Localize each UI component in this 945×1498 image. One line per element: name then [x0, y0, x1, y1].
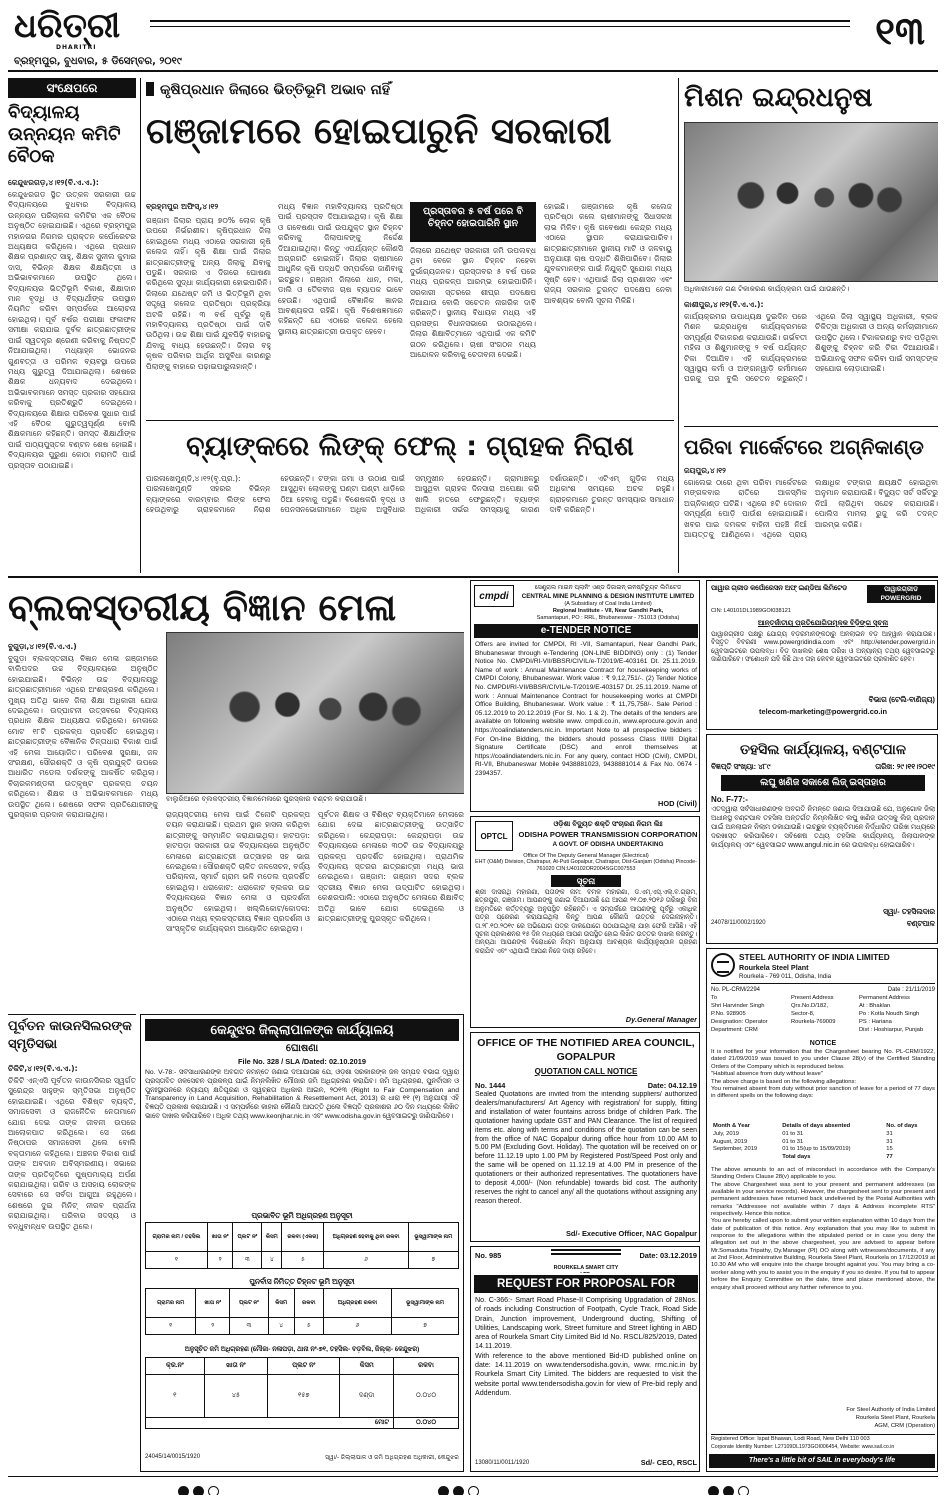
keonjhar-table-c-header-cell: କିସମ: [340, 1358, 394, 1375]
bank-body: ପାରଳାଖେମୁଣ୍ଡି,୪।୧୨(ବୃ.ପ୍ର.): ପାରଳାଖେମୁଣ୍ଡି ସହରର ବିଭିନ୍ନ ବ୍ୟାଙ୍କରେ ବାରମ୍ବାର ଲିଙ୍କ ଫେଲ ହେଉଥିବାରୁ ଗ୍ରାହକମାନେ ନିରାଶ ହେଉଛନ୍ତି। ଟଙ୍କା ଜମା ଓ ଉଠାଣ ପାଇଁ ଆସୁଥିବା ଲୋକଙ୍କୁ ଘଣ୍ଟା ଘଣ୍ଟା ଧାଡ଼ିରେ ଠିଆ ହେବାକୁ ପଡୁଛି। ବିଶେଷକରି ବୃଦ୍ଧ ଓ ପେନସନଭୋଗୀମାନେ ଅଧିକ ଅସୁବିଧାର ସମ୍ମୁଖୀନ ହେଉଛନ୍ତି। ଗ୍ରାମାଞ୍ଚଳରୁ ଆସୁଥିବା ଗ୍ରାହକ ଦିନସାରା ଅପେକ୍ଷା କରି ଖାଲି ହାତରେ ଫେରୁଛନ୍ତି। ବ୍ୟାଙ୍କ ଅଧିକାରୀ ସର୍ଭର ସମସ୍ୟାକୁ କାରଣ ଦର୍ଶାଉଛନ୍ତି। ଏଟିଏମ୍ ଗୁଡ଼ିକ ମଧ୍ୟ ଅଧିକାଂଶ ସମୟରେ ଅଚଳ ରହୁଛି। ଗ୍ରାହକମାନେ ତୁରନ୍ତ ସମସ୍ୟାର ସମାଧାନ ଦାବି କରିଛନ୍ତି।: [146, 474, 674, 515]
sail-perm-heading: Permanent Address: [859, 995, 910, 1001]
optcl-notice: [470, 816, 700, 1028]
sail-perm-line: At : Bhaklan: [859, 1003, 891, 1009]
nac-body: Sealed Quotations are invited from the intending suppliers/ authorized dealers/manufacturers/ Art Agency with registration/ for supply, fitting and installation of water fountains across bridge of children Park. The quotationer having update GST and PAN Clearance. The list of required items etc. along with terms and conditions of the quotation can be seen from the office of NAC Gopalpur during office hour from 10.00 AM to 5.00 PM (Excluding Govt. Holiday). The quotation will be received on or before 11.12.19 upto 1.00 PM by Registered Post/Speed Post only and the same will be opened on 11.12.19 at 4.00 PM in presence of the quotationers or their authorized representatives. The quotationers have to deposit 4,000/- (Non refundable) towards bid cost. The authority reserves the right to cancel any/ all the quotations without assigning any reason thereof.: [475, 1091, 697, 1205]
sail-table-cell: 01 to 31: [782, 1138, 804, 1145]
keonjhar-file: File No. 328 / SLA /Dated: 02.10.2019: [238, 1057, 366, 1066]
sail-footer2: Corporate Identity Number: L27109DL1973GOI006454, Website: www.sail.co.in: [711, 1444, 895, 1450]
keonjhar-table-b: [145, 1288, 459, 1335]
sail-org: STEEL AUTHORITY OF INDIA LIMITED: [739, 953, 890, 962]
optcl-topline: ଓଡ଼ିଶା ବିଦ୍ୟୁତ ଶକ୍ତି ସଂଚାରଣ ନିଗମ ଲିଃ: [553, 821, 663, 828]
optcl-body: ଶ୍ରୀ ଦାସରଥି ମହାରଣା, ପିତାଙ୍କ ନାମ: ବିମଳ ମହାରଣା, ଡି.ଏମ୍.ଏସ୍.ଏଲ୍.ବି.ଗ୍ରାମ, ଛତ୍ରପୁର, ଗଞ୍ଜାମ। ଆପଣଙ୍କୁ ଜଣାଇ ଦିଆଯାଉଛି ଯେ ଆପଣ ୨୧.୦୭.୨୦୧୬ ତାରିଖରୁ ବିନା ଅନୁମତିରେ କର୍ତ୍ତବ୍ୟରୁ ଅନୁପସ୍ଥିତ ରହିଛନ୍ତି। ଏ ସମ୍ପର୍କରେ ଆପଣଙ୍କୁ ପୂର୍ବରୁ ଏକାଧିକ ପତ୍ର ପ୍ରେରଣ କରାଯାଇଥିଲା କିନ୍ତୁ ଆପଣ କୌଣସି ଉତ୍ତର ଦେଇନାହାନ୍ତି। ତା.୨୮.୧୦.୨୦୧୯ ରେ ଅଭିଯୋଗ ପତ୍ର ଡାକଯୋଗେ ପଠାଯାଇଥିଲା ଯାହା ଫେରି ଆସିଛି। ଏହି ସୂଚନା ପ୍ରକାଶନର ୧୫ ଦିନ ମଧ୍ୟରେ ଆପଣ ଉପସ୍ଥିତ ହୋଇ ଲିଖିତ ଉତ୍ତର ଦାଖଲ କରନ୍ତୁ। ଅନ୍ୟଥା ଆପଣଙ୍କ ବିରୋଧରେ ନିୟମ ଅନୁଯାୟୀ ଆବଶ୍ୟକ କାର୍ଯ୍ୟାନୁଷ୍ଠାନ ଗ୍ରହଣ କରାଯିବ ଏବଂ ଏଥିପାଇଁ ଆପଣ ନିଜେ ଦାୟୀ ରହିବେ।: [475, 889, 697, 955]
tahasil-subtitle: ଲଘୁ ଖଣିଜ ସକାଶେ ଲିଜ୍ ଇସ୍ତାହାର: [721, 775, 925, 791]
brief-dateline: କେନ୍ଦୁଝରଗଡ଼,୪।୧୨(ବି.ଏ.ଏ.):: [8, 178, 99, 187]
keonjhar-table-b-header-cell: ଗ୍ରାମର ନାମ: [146, 1289, 196, 1318]
sail-desig: Designation: Operator: [711, 1019, 768, 1025]
rscl-sign: Sd/- CEO, RSCL: [640, 1458, 697, 1467]
sail-table-header-cell: No. of days: [886, 1123, 918, 1129]
keonjhar-table-c-cell: ୦.୦୪୦: [394, 1375, 459, 1418]
keonjhar-table-c-header-cell: କ୍ର.ନଂ: [146, 1358, 205, 1375]
rscl-title: REQUEST FOR PROPOSAL FOR: [474, 1275, 698, 1293]
powergrid-notice: [706, 580, 938, 730]
keonjhar-table-a-caption: ପ୍ରଭାବିତ ଭୂମି ଅଧିଗ୍ରହଣ ଅନୁସୂଚୀ: [251, 1211, 353, 1220]
sail-table-total-cell: Total days: [782, 1153, 811, 1160]
sail-table-row: [711, 1131, 935, 1138]
keonjhar-total-value: ୦.୦୪୦: [394, 1418, 459, 1429]
science-byline: ବୁଗୁଡ଼ା,୪।୧୨(ବି.ଏ.ଏ.): [8, 642, 77, 651]
optcl-title: ସୂଚନା: [551, 875, 621, 887]
science-col3: ପୂର୍ବତନ ଶିକ୍ଷକ ଓ ବିଶିଷ୍ଟ ବ୍ୟକ୍ତିମାନେ ମେଳାରେ ଯୋଗ ଦେଇ ଛାତ୍ରଛାତ୍ରୀଙ୍କୁ ଉତ୍ସାହିତ କରିଥିଲେ। କେନ୍ଦ୍ରାପଡ଼ା: କେନ୍ଦ୍ରାପଡ଼ା ଉଚ୍ଚ ବିଦ୍ୟାଳୟରେ ମେଳାରେ ୩୦ଟି ଉଚ୍ଚ ବିଦ୍ୟାଳୟରୁ ପ୍ରକଳ୍ପ ପ୍ରଦର୍ଶିତ ହୋଇଥିଲା। ପ୍ରାଥମିକ ବିଦ୍ୟାଳୟ ସ୍ତରର ଛାତ୍ରଛାତ୍ରୀ ମଧ୍ୟ ଭାଗ ନେଇଥିଲେ। ଗଞ୍ଜାମ: ଗଞ୍ଜାମ ସଦର ବ୍ଲକ ସ୍ତରୀୟ ବିଜ୍ଞାନ ମେଳା ଉଦ୍‌ଘାଟିତ ହୋଇଥିଲା। କେଶରପାଲି: ଏଠାରେ ଅନୁଷ୍ଠିତ ମେଳାରେ ଶିକ୍ଷାବିତ୍ ଅତିଥି ଭାବେ ଯୋଗ ଦେଇଥିଲେ ଓ ଛାତ୍ରଛାତ୍ରୀଙ୍କୁ ପୁରସ୍କୃତ କରିଥିଲେ।: [318, 810, 464, 924]
lead-kicker: କୃଷିପ୍ରଧାନ ଜିଲାରେ ଭିତ୍ତିଭୂମି ଅଭାବ ନାହିଁ: [146, 80, 674, 100]
masthead: [0, 0, 945, 72]
rscl-date: Date: 03.12.2019: [639, 1251, 697, 1260]
sail-notice: [706, 948, 938, 1472]
keonjhar-table-c-cell: ଦଣ୍ଡା: [340, 1375, 394, 1418]
science-story: [8, 580, 464, 1012]
keonjhar-table-a-cell: ୩: [233, 1252, 262, 1269]
brief-section: [8, 78, 136, 573]
science-caption: ବାଲୁରିଆରେ ବ୍ଲକସ୍ତରୀୟ ବିଜ୍ଞାନମେଳାରେ ପୁରସ୍କାର ବଣ୍ଟନ କରାଯାଉଛି।: [166, 795, 367, 803]
sail-present-line: Rourkela-769009: [791, 1019, 836, 1025]
optcl-sub: A GOVT. OF ODISHA UNDERTAKING: [552, 841, 664, 848]
felicitation-body: ଚିକିଟି ଏନ୍ଏସି ପୂର୍ବତନ କାଉନସିଲର ସ୍ୱର୍ଗତ ସୁରେନ୍ଦ୍ର ସାହୁଙ୍କ ସ୍ମୃତିସଭା ଅନୁଷ୍ଠିତ ହୋଇଯାଇଛି। ଏଥିରେ ବିଶିଷ୍ଟ ବ୍ୟକ୍ତି, ସମାଜସେବୀ ଓ ରାଜନୈତିକ ନେତାମାନେ ଯୋଗ ଦେଇ ତାଙ୍କ ଜୀବନୀ ଉପରେ ଆଲୋକପାତ କରିଥିଲେ। ସେ ଜଣେ ନିଷ୍ଠାପର ସମାଜସେବୀ ଥିଲେ ବୋଲି ବକ୍ତାମାନେ କହିଥିଲେ। ଅଞ୍ଚଳର ବିକାଶ ପାଇଁ ତାଙ୍କ ଅବଦାନ ଅବିସ୍ମରଣୀୟ। ସଭାରେ ତାଙ୍କ ପ୍ରତିକୃତିରେ ପୁଷ୍ପମାଲ୍ୟ ଅର୍ପଣ କରାଯାଇଥିଲା। ଗରିବ ଓ ଅସହାୟ ଲୋକଙ୍କ ସେବାରେ ସେ ସର୍ବଦା ଆଗୁଆ ରହୁଥିଲେ। ଶେଷରେ ଦୁଇ ମିନିଟ୍ ନୀରବ ପ୍ରାର୍ଥନା କରାଯାଇଥିଲା। ପରିବାର ସଦସ୍ୟ ଓ ବନ୍ଧୁବାନ୍ଧବ ଉପସ୍ଥିତ ଥିଲେ।: [8, 1076, 136, 1231]
sail-present-line: Qrs.No.D/182,: [791, 1003, 829, 1009]
sail-name: Shri Harvinder Singh: [711, 1003, 765, 1009]
science-headline: ବ୍ଲକସ୍ତରୀୟ ବିଜ୍ଞାନ ମେଳା: [8, 586, 397, 629]
fire-body: ଗୋଲେଇ ଠାରେ ଥିବା ପରିବା ମାର୍କେଟରେ ମଙ୍ଗଳବାର ରାତିରେ ଆକସ୍ମିକ ଅଗ୍ନିକାଣ୍ଡ ଘଟିଛି। ଏଥିରେ ୫ଟି ଦୋକାନ ସମ୍ପୂର୍ଣ୍ଣ ପୋଡ଼ି ପାଉଁଶ ହୋଇଯାଇଛି। ଖବର ପାଇ ଦମକଳ ବାହିନୀ ପହଞ୍ଚି ନିଆଁ ଆୟତ୍ତକୁ ଆଣିଥିଲେ। ଏଥିରେ ପ୍ରାୟ ଲକ୍ଷାଧିକ ଟଙ୍କାର କ୍ଷୟକ୍ଷତି ହୋଇଥିବା ଅନୁମାନ କରାଯାଉଛି। ବିଦ୍ୟୁତ ସର୍ଟ ସର୍କିଟରୁ ନିଆଁ ଲାଗିଥିବା ସନ୍ଦେହ କରାଯାଉଛି। ପୋଲିସ ମାମଲା ରୁଜୁ କରି ତଦନ୍ତ ଆରମ୍ଭ କରିଛି।: [684, 478, 938, 540]
nac-title: OFFICE OF THE NOTIFIED AREA COUNCIL, GOPALPUR: [477, 1037, 695, 1063]
sail-absence-table: [711, 1122, 935, 1161]
sail-sign3: AGM, CRM (Operation): [874, 1423, 935, 1429]
mission-headline: ମିଶନ ଇନ୍ଦ୍ରଧନୁଷ: [684, 82, 873, 113]
cmpdi-sub: (A Subsidiary of Coal India Limited): [564, 601, 652, 607]
sail-table-cell: 01 to 31: [782, 1131, 804, 1138]
tahasil-sign2: ବଣ୍ଟପାଳ: [906, 919, 935, 928]
powergrid-email: telecom-marketing@powergrid.co.in: [759, 707, 887, 716]
lead-byline: ବ୍ରହ୍ମପୁର ଅଫିସ୍,୪।୧୨: [146, 202, 219, 211]
mission-byline: କାଶୀପୁର,୪।୧୨(ବି.ଏ.ଏ.):: [684, 300, 764, 309]
keonjhar-table-a: [145, 1222, 459, 1269]
keonjhar-table-b-cell: ୫: [294, 1318, 323, 1335]
rscl-rfp: [470, 1246, 700, 1472]
sail-table-cell: September, 2019: [713, 1146, 758, 1153]
keonjhar-table-c-header-cell: ପ୍ଲଟ ନଂ: [268, 1358, 340, 1375]
footer-dots-center: [436, 1482, 496, 1495]
sail-table-total-cell: 77: [886, 1153, 893, 1160]
powergrid-logo: ପାୱାରଗ୍ରୀଡ POWERGRID: [867, 585, 935, 603]
keonjhar-table-b-header-cell: ଅଧିଗ୍ରହଣ ରକବା: [323, 1289, 392, 1318]
brief-headline: ବିଦ୍ୟାଳୟ ଉନ୍ନୟନ କମିଟି ବୈଠକ: [8, 102, 121, 167]
optcl-sign: Dy.General Manager: [625, 1015, 697, 1024]
keonjhar-table-c-cell: ୧୫୭: [268, 1375, 340, 1418]
sail-perm-line: PS : Hariana: [859, 1019, 892, 1025]
keonjhar-table-b-header-cell: ଭୂସ୍ୱାମୀଙ୍କ ନାମ: [392, 1289, 459, 1318]
fire-byline: ଜୟପୁର,୪।୧୨: [684, 466, 726, 475]
nac-sign: Sd/- Executive Officer, NAC Gopalpur: [565, 1229, 697, 1238]
keonjhar-table-c-cell: ୧: [146, 1375, 205, 1418]
sail-sign1: For Steel Authority of India Limited: [846, 1407, 935, 1413]
page-number: ୧୩: [875, 9, 925, 53]
sail-table-header-cell: Month & Year: [713, 1123, 750, 1129]
footer-dots-right: [706, 1482, 766, 1495]
keonjhar-table-c-caption: ଅନୁସୂଚିତ ଜମି ଅଧିଗ୍ରହଣ (ମୌଜା- ନଳାପଡ଼ା, ଥାନା ନଂ-୭୧, ତହସିଲ- ବଡ଼ବିଲ, ଜିଲ୍ଲା- କେନ୍ଦୁଝର): [184, 1346, 420, 1353]
sail-table-cell: August, 2019: [713, 1138, 748, 1145]
tahasil-lead: No. F-77:-: [711, 795, 748, 804]
keonjhar-table-c-header-cell: ରକବା: [394, 1358, 459, 1375]
felicitation-story: [8, 1014, 136, 1470]
sail-footer1: Registered Office: Ispat Bhawan, Lodi Road, New Delhi 110 003: [711, 1436, 870, 1442]
science-photo: [166, 632, 464, 794]
keonjhar-table-a-cell: ୧: [146, 1252, 208, 1269]
keonjhar-table-a-header-cell: ଖାତା ନଂ: [207, 1223, 232, 1252]
keonjhar-table-a-header-cell: କିସମ: [262, 1223, 282, 1252]
rscl-no: No. 985: [475, 1251, 502, 1260]
sail-body1: It is notified for your information that the Chargesheet bearing No. PL-CRM/1922, dated 21/09/2019 was issued to you under Clause 28(v) of the Certified Standing Orders of the Company which is reproduced below. "Habitual absence from duty without leave" The above charge is based on the following allegations: You remained absent from duty without prior sanction of leave for a period of 77 days in different spells on the following days:: [711, 1049, 935, 1100]
rscl-ref: 13080/11/0011/1920: [475, 1460, 530, 1466]
keonjhar-notice: [140, 1014, 464, 1472]
keonjhar-table-a-header-cell: ଅଧିଗ୍ରହଣ ହେବାକୁ ଥିବା ରକବା: [324, 1223, 408, 1252]
sail-body2: The above amounts to an act of misconduct in accordance with the Company's Standing Orders Clause 28(v) applicable to you. The above Chargesheet was sent to your present and permanent addresses (as available in your service records). However, the chargesheet sent to your present and permanent addresses have returned back undelivered by the Postal Authorities with remarks "Addressee not available within 7 days & Address incomplete RTS" respectively. Hence this notice. You are hereby called upon to submit your written explanation within 10 days from the date of publication of this notice. Any explanation that you may like to submit in response to the allegations within the stipulated period or in case you deny the allegation set out in the above chargesheet, you are advised to appear before Mr.Somadutta Tripathy, Dy.Manager (PI) OO along with witnesses/documents, if any at 2nd Floor, Administrative Building, Rourkela Steel Plant, Rourkela on 17/12/2019 at 10.30 AM who will enquire into the charge brought against you. You may bring a co-worker along with you to assist you in the enquiry if you so desire. If you fail to appear before the Enquiry Committee on the date, time and place mentioned above, the enquiry shall proceed without any further reference to you.: [711, 1167, 935, 1291]
nac-subtitle: QUOTATION CALL NOTICE: [534, 1067, 638, 1076]
optcl-office: Office Of The Deputy General Manager (Electrical): [523, 853, 649, 859]
science-col2: ରାଜ୍ୟସ୍ତରୀୟ ମେଳା ପାଇଁ ତିନୋଟି ପ୍ରକଳ୍ପ ଚୟନ କରାଯାଇଛି। ପ୍ରଥମ ସ୍ଥାନ ହାସଲ କରିଥିବା ଛାତ୍ରୀଙ୍କୁ ସମ୍ମାନିତ କରାଯାଇଥିଲା। ହାଟପଡ଼ା: ହାଟପଡ଼ା ସରକାରୀ ଉଚ୍ଚ ବିଦ୍ୟାଳୟରେ ଅନୁଷ୍ଠିତ ମେଳାରେ ଛାତ୍ରଛାତ୍ରୀ ଉତ୍ସାହର ସହ ଭାଗ ନେଇଥିଲେ। ସୌରଶକ୍ତି ଚାଳିତ ଜଳସେଚନ, ବର୍ଜ୍ୟ ପରିଚାଳନା, ସ୍ମାର୍ଟ ଗ୍ରାମ ଭଳି ମଡେଲ ପ୍ରଦର୍ଶିତ ହୋଇଥିଲା। ଧରାକୋଟ: ଧରାକୋଟ ବ୍ଲକର ଉଚ୍ଚ ବିଦ୍ୟାଳୟରେ ବିଜ୍ଞାନ ମେଳା ଓ ପ୍ରଦର୍ଶନୀ ଅନୁଷ୍ଠିତ ହୋଇଥିଲା। ଖଲ୍ଲିକୋଟ/କୋଦଳା: ଏଠାରେ ମଧ୍ୟ ବ୍ଲକସ୍ତରୀୟ ବିଜ୍ଞାନ ପ୍ରଦର୍ଶନୀ ଓ ସାଂସ୍କୃତିକ କାର୍ଯ୍ୟକ୍ରମ ଆୟୋଜିତ ହୋଇଥିଲା।: [166, 810, 310, 934]
mission-photo: [684, 122, 938, 282]
sail-table-cell: July, 2019: [713, 1131, 739, 1138]
sail-table-cell: 01 to 15(up to 15/09/2019): [782, 1146, 851, 1153]
lead-highlight-box: ପ୍ରସ୍ତାବର ୫ ବର୍ଷ ପରେ ବି ଚିହ୍ନଟ ହୋଇପାରିନି ସ୍ଥାନ: [410, 202, 536, 242]
sail-perm-line: Po : Kotla Noudh Singh: [859, 1011, 920, 1017]
tahasil-notice: [706, 734, 938, 944]
sail-dept: Department: CRM: [711, 1027, 758, 1033]
lead-col1: ଗଞ୍ଜାମ ଜିଲାର ପ୍ରାୟ ୭୦% ଲୋକ କୃଷି ଉପରେ ନିର୍ଭରଶୀଳ। କୃଷିପ୍ରଧାନ ଜିଲା ହୋଇଥିଲେ ମଧ୍ୟ ଏଠାରେ ସରକାରୀ କୃଷି କଲେଜ ନାହିଁ। କୃଷି ଶିକ୍ଷା ପାଇଁ ଜିଲାର ଛାତ୍ରଛାତ୍ରୀଙ୍କୁ ଅନ୍ୟ ଜିଲାକୁ ଯିବାକୁ ପଡୁଛି। ସରକାର ଏ ଦିଗରେ ଘୋଷଣା କରିଥିଲେ ସୁଦ୍ଧା କାର୍ଯ୍ୟକାରୀ ହୋଇପାରିନି। ଜିଲାରେ ଯଥେଷ୍ଟ ଜମି ଓ ଭିତ୍ତିଭୂମି ଥିବା ସତ୍ତ୍ୱେ କଲେଜ ପ୍ରତିଷ୍ଠା ପ୍ରକ୍ରିୟା ଅଟକି ରହିଛି। ୩ ବର୍ଷ ପୂର୍ବରୁ କୃଷି ମହାବିଦ୍ୟାଳୟ ପ୍ରତିଷ୍ଠା ପାଇଁ ଦାବି ଉଠିଥିଲା। ଉଚ୍ଚ ଶିକ୍ଷା ପାଇଁ ଯୁବପିଢ଼ି ବାହାରକୁ ଯିବାକୁ ବାଧ୍ୟ ହେଉଛନ୍ତି। ଜିଲାର ବହୁ କୃଷକ ପରିବାର ଆର୍ଥିକ ଅସୁବିଧା କାରଣରୁ ପିଲାଙ୍କୁ ବାହାରେ ପଢ଼ାଇପାରୁନାହାନ୍ତି।: [146, 216, 271, 371]
keonjhar-table-b-header-cell: ରକବା: [294, 1289, 323, 1318]
cmpdi-topline: ସେଣ୍ଟ୍ରାଲ ମାଇନ ପ୍ଲାନିଂ ଏଣ୍ଡ ଡିଜାଇନ୍ ଇନଷ୍ଟିଚ୍ୟୁଟ ଲିମିଟେଡ: [534, 585, 682, 591]
keonjhar-table-a-header-cell: ଗ୍ରାମର ନାମ / ତହସିଲ: [146, 1223, 208, 1252]
sail-sign2: Rourkela Steel Plant, Rourkela: [855, 1415, 935, 1421]
sail-pno: P.No. 928905: [711, 1011, 746, 1017]
rscl-body: No. C-366:- Smart Road Phase-II Comprising Upgradation of 28Nos. of roads including Construction of Footpath, Cycle Track, Road Side Drain, Junction improvement, Underground ducting, Shifting of Utilities, Landscaping work, Street furniture and Street lighting in ABD area of Rourkela Smart City Limited Bid Id No. RSCL/825/2019, Dated 14.11.2019. With reference to the above mentioned Bid-ID published online on date: 14.11.2019 on www.tendersodisha.gov.in, www. rmc.nic.in by Rourkela Smart City Limited. The bidders are requested to visit the website portal www.tendersodisha.gov.in for view of Pre-bid reply and Addendum.: [475, 1296, 697, 1397]
masthead-dateline: ବ୍ରହ୍ମପୁର, ବୁଧବାର, ୫ ଡିସେମ୍ବର, ୨୦୧୯: [14, 56, 182, 67]
sail-table-header-cell: Details of days absented: [782, 1123, 851, 1129]
felicitation-dateline: ଚିକିଟି,୪।୧୨(ବି.ଏ.ଏ.):: [8, 1064, 78, 1073]
keonjhar-subtitle: ଘୋଷଣା: [285, 1043, 319, 1054]
lead-headline: ଗଞ୍ଜାମରେ ହୋଇପାରୁନି ସରକାରୀ: [146, 111, 612, 152]
brief-body: କେନ୍ଦୁଝରଗଡ଼ ସ୍ଥିତ ଉତ୍କଳ ସରକାରୀ ଉଚ୍ଚ ବିଦ୍ୟାଳୟରେ ବୁଧବାର ବିଦ୍ୟାଳୟ ଉନ୍ନୟନ ପରିଚାଳନା କମିଟିର ଏକ ବୈଠକ ଅନୁଷ୍ଠିତ ହୋଇଯାଇଛି। ଏଥିରେ ବ୍ରହ୍ମପୁର ମହାନଗର ନିଗମର ପ୍ରାକ୍ତନ କର୍ପୋରେଟର ଅଧ୍ୟକ୍ଷତା କରିଥିଲେ। ଏଥିରେ ପ୍ରଧାନ ଶିକ୍ଷକ ପ୍ରଶାନ୍ତ ସାହୁ, ଶିକ୍ଷକ ସୁନୀଲ କୁମାର ଦାସ, ବିଭିନ୍ନ ଶିକ୍ଷକ ଶିକ୍ଷୟିତ୍ରୀ ଓ ଅଭିଭାବକମାନେ ଉପସ୍ଥିତ ଥିଲେ। ବିଦ୍ୟାଳୟର ଭିତ୍ତିଭୂମି ବିକାଶ, ଶିକ୍ଷାଦାନ ମାନ ବୃଦ୍ଧି ଓ ବିଦ୍ୟାର୍ଥୀଙ୍କ ଉପସ୍ଥାନ ନିୟମିତ କରିବା ସମ୍ପର୍କରେ ଆଲୋଚନା ହୋଇଥିଲା। ପୂର୍ବ ବର୍ଷର ପରୀକ୍ଷା ଫଳାଫଳ ସମୀକ୍ଷା କରାଯାଇ ଦୁର୍ବଳ ଛାତ୍ରଛାତ୍ରୀଙ୍କ ପାଇଁ ସ୍ୱତନ୍ତ୍ର ଶ୍ରେଣୀ କରିବାକୁ ନିଷ୍ପତ୍ତି ନିଆଯାଇଥିଲା। ମଧ୍ୟାହ୍ନ ଭୋଜନର ଗୁଣବତ୍ତା ଓ ପରିମଳ ବ୍ୟବସ୍ଥା ଉପରେ ମଧ୍ୟ ଗୁରୁତ୍ୱ ଦିଆଯାଇଥିଲା। ଶେଷରେ ଶିକ୍ଷକ ଧନ୍ୟବାଦ ଦେଇଥିଲେ। ଅଭିଭାବକମାନେ ସମସ୍ତ ପ୍ରକାର ସହଯୋଗ କରିବାକୁ ପ୍ରତିଶ୍ରୁତି ଦେଇଥିଲେ। ବିଦ୍ୟାଳୟରେ ଶିକ୍ଷାର ପରିବେଶ ସୁଧାର ପାଇଁ ଏହି ବୈଠକ ଗୁରୁତ୍ୱପୂର୍ଣ୍ଣ ବୋଲି ଶିକ୍ଷକମାନେ କହିଛନ୍ତି। ସମସ୍ତ ଶିକ୍ଷାର୍ଥୀଙ୍କ ପାଇଁ ପାଠ୍ୟପୁସ୍ତକ ବଣ୍ଟନ ଶେଷ ହୋଇଛି। ବିଦ୍ୟାଳୟର ପୁରୁଣା କୋଠା ମରାମତି ପାଇଁ ପ୍ରସ୍ତାବ ପଠାଯାଇଛି।: [8, 190, 136, 470]
sail-date: Date : 21/11/2019: [887, 987, 935, 993]
powergrid-topline: ପାୱାର ଗ୍ରୀଡ କର୍ପୋରେସନ ଅଫ୍ ଇଣ୍ଡିଆ ଲିମିଟେଡ: [711, 585, 847, 592]
sail-logo-icon: [711, 953, 735, 977]
masthead-logo: ଧରିତ୍ରୀ: [14, 6, 121, 46]
nac-date: Date: 04.12.19: [647, 1081, 697, 1090]
masthead-logo-sub: DHARITRI: [56, 44, 97, 51]
cmpdi-title: e-TENDER NOTICE: [474, 624, 698, 638]
powergrid-title: ଆନ୍ତର୍ଜାତୀୟ ପ୍ରତିଯୋଗିତାମୂଳକ ବିଡ଼ିଙ୍ଗ ସୂଚନା: [757, 620, 889, 627]
tahasil-title: ତହସିଲ କାର୍ଯ୍ୟାଳୟ, ବଣ୍ଟପାଳ: [740, 741, 906, 757]
keonjhar-table-c: [145, 1357, 459, 1429]
tahasil-sign: ସ୍ୱା/- ତହସିଲଦାର: [883, 907, 935, 916]
nac-notice: [470, 1032, 700, 1242]
bank-story: [146, 420, 674, 574]
keonjhar-total-label: ମୋଟ: [146, 1418, 394, 1429]
powergrid-cin: CIN: L40101DL1989GOI038121: [711, 608, 791, 614]
optcl-org: ODISHA POWER TRANSMISSION CORPORATION: [518, 830, 698, 839]
keonjhar-table-a-cell: ୨: [207, 1252, 232, 1269]
keonjhar-table-c-header-cell: ଖାତା ନଂ: [204, 1358, 267, 1375]
keonjhar-table-b-header-cell: ଖାତା ନଂ: [196, 1289, 230, 1318]
footer-dots-left: [176, 1482, 236, 1495]
tahasil-no: ବିଜ୍ଞପ୍ତି ସଂଖ୍ୟା: ୪୮୯: [711, 762, 771, 771]
keonjhar-table-a-header-cell: ଭୂସ୍ୱାମୀଙ୍କ ନାମ: [408, 1223, 458, 1252]
keonjhar-table-b-cell: ୬: [323, 1318, 392, 1335]
sail-tagline: There's a little bit of SAIL in everybody's life: [709, 1454, 935, 1468]
sail-notice-heading: NOTICE: [809, 1040, 837, 1047]
sail-table-cell: 31: [886, 1131, 893, 1138]
optcl-logo: OPTCL: [475, 821, 513, 851]
cmpdi-tender: [470, 580, 700, 812]
keonjhar-sign: ସ୍ୱା/- ଜିଲ୍ଲାପାଳ ଓ ଜମି ଅଧିଗ୍ରହଣ ଅଧିକାରୀ, କେନ୍ଦୁଝର: [325, 1454, 459, 1461]
mission-story: [684, 78, 938, 428]
lead-col2: ମଧ୍ୟ ବିଜ୍ଞାନ ମହାବିଦ୍ୟାଳୟ ପ୍ରତିଷ୍ଠା ପାଇଁ ପ୍ରସ୍ତାବ ଦିଆଯାଇଥିଲା। କୃଷି ଶିକ୍ଷା ଓ ଗବେଷଣା ପାଇଁ ଉପଯୁକ୍ତ ସ୍ଥାନ ଚିହ୍ନଟ କରିବାକୁ ଜିଲାପାଳଙ୍କୁ ନିର୍ଦ୍ଦେଶ ଦିଆଯାଇଥିଲା। କିନ୍ତୁ ଏପର୍ଯ୍ୟନ୍ତ କୌଣସି ଅଗ୍ରଗତି ହୋଇନାହିଁ। ଜିଲାର ଚାଷୀମାନେ ଆଧୁନିକ କୃଷି ପଦ୍ଧତି ସମ୍ପର୍କରେ ଜାଣିବାକୁ ଇଚ୍ଛୁକ। ଗଞ୍ଜାମ ଜିଲାରେ ଧାନ, ମକା, ଡାଲି ଓ ତୈଳବୀଜ ଚାଷ ବ୍ୟାପକ ଭାବେ ହେଉଛି। ଏଥିପାଇଁ ବୈଜ୍ଞାନିକ ଜ୍ଞାନର ଆବଶ୍ୟକତା ରହିଛି। କୃଷି ବିଶେଷଜ୍ଞମାନେ କହିଛନ୍ତି ଯେ ଏଠାରେ କଲେଜ ହେଲେ ସ୍ଥାନୀୟ ଛାତ୍ରଛାତ୍ରୀ ଉପକୃତ ହେବେ।: [278, 202, 403, 336]
keonjhar-body: No. V-78:- ସର୍ବସାଧାରଣଙ୍କ ଅବଗତି ନିମନ୍ତେ ଜଣାଇ ଦିଆଯାଉଛି ଯେ, ଓଡ଼ିଶା ସରକାରଙ୍କ ଜଳ ସମ୍ପଦ ବିଭାଗ ଦ୍ୱାରା ପ୍ରସ୍ତାବିତ ଜଳସେଚନ ପ୍ରକଳ୍ପ ପାଇଁ ନିମ୍ନଲିଖିତ ମୌଜାର ଜମି ଅଧିଗ୍ରହଣ କରାଯିବ। ଜମି ଅଧିଗ୍ରହଣ, ପୁନର୍ବାସନ ଓ ପୁନଃସ୍ଥାପନରେ ନ୍ୟାଯ୍ୟ କ୍ଷତିପୂରଣ ଓ ସ୍ୱଚ୍ଛତା ଅଧିକାର ଆଇନ, ୨୦୧୩ (Right to Fair Compensation and Transparency in Land Acquisition, Rehabilitation & Resettlement Act, 2013) ର ଧାରା ୧୧ (୧) ଅନୁଯାୟୀ ଏହି ବିଜ୍ଞପ୍ତି ପ୍ରକାଶ କରାଯାଉଛି। ଏ ସମ୍ପର୍କରେ କାହାର କୌଣସି ଆପତ୍ତି ଥିଲେ ବିଜ୍ଞପ୍ତି ପ୍ରକାଶର ୬୦ ଦିନ ମଧ୍ୟରେ ଲିଖିତ ଭାବେ ଦାଖଲ କରିପାରିବେ। ଅଧିକ ତଥ୍ୟ www.keonjhar.nic.in ଏବଂ www.odisha.gov.in ୱେବସାଇଟରୁ ଜାଣିପାରିବେ।: [145, 1069, 459, 1120]
keonjhar-table-b-cell: ୭: [392, 1318, 459, 1335]
keonjhar-table-b-header-cell: କିସମ: [268, 1289, 294, 1318]
lead-story: [146, 78, 674, 418]
sail-table-total-cell: [711, 1154, 780, 1161]
fire-headline: ପରିବା ମାର୍କେଟରେ ଅଗ୍ନିକାଣ୍ଡ: [684, 435, 924, 459]
sail-table-row: [711, 1146, 935, 1153]
sail-city: Rourkela - 769 011, Odisha, India: [739, 973, 832, 980]
felicitation-headline: ପୂର୍ବତନ କାଉନସିଲରଙ୍କ ସ୍ମୃତିସଭା: [8, 1019, 132, 1052]
sail-perm-line: Dist : Hoshiarpur, Punjab: [859, 1027, 924, 1033]
fire-story: [684, 426, 938, 574]
sail-plant: Rourkela Steel Plant: [739, 963, 809, 972]
keonjhar-table-a-cell: ୫: [282, 1252, 324, 1269]
cmpdi-org: CENTRAL MINE PLANNING & DESIGN INSTITUTE LIMITED: [521, 593, 695, 600]
keonjhar-table-a-header-cell: ପ୍ଲଟ ନଂ: [233, 1223, 262, 1252]
cmpdi-office: Regional Institute - VII, Near Gandhi Park,: [552, 608, 664, 614]
lead-col4: ହୋଇଛି। ଗଞ୍ଜାମରେ କୃଷି କଲେଜ ପ୍ରତିଷ୍ଠା କଲେ ଚାଷୀମାନଙ୍କୁ ସିଧାସଳଖ ଲାଭ ମିଳିବ। କୃଷି ଗବେଷଣା କେନ୍ଦ୍ର ମଧ୍ୟ ଏଠାରେ ସ୍ଥାପନ କରାଯାଇପାରିବ। ଛାତ୍ରଛାତ୍ରୀମାନେ ସ୍ଥାନୀୟ ମାଟି ଓ ଜଳବାୟୁ ଅନୁଯାୟୀ ଚାଷ ପଦ୍ଧତି ଶିଖିପାରିବେ। ଜିଲାର ଯୁବକମାନଙ୍କ ପାଇଁ ନିଯୁକ୍ତି ସୁଯୋଗ ମଧ୍ୟ ସୃଷ୍ଟି ହେବ। ଏଥିପାଇଁ ଜିଲା ପ୍ରଶାସନ ଏବଂ ରାଜ୍ୟ ସରକାର ତୁରନ୍ତ ପଦକ୍ଷେପ ନେବା ଆବଶ୍ୟକ ବୋଲି ସୂଚନା ମିଳିଛି।: [544, 202, 672, 305]
sail-table-cell: 15: [886, 1146, 893, 1153]
mission-body: କାର୍ଯ୍ୟକ୍ରମର ଉପାଧ୍ୟକ୍ଷ ଦୁଇଦିନ ପରେ ମିଶନ ଇନ୍ଦ୍ରଧନୁଷ କାର୍ଯ୍ୟକ୍ରମରେ ସମ୍ପୂର୍ଣ୍ଣ ଟିକାକରଣ କରାଯାଉଛି। ଗର୍ଭବତୀ ମହିଳା ଓ ଶିଶୁମାନଙ୍କୁ ୨ ବର୍ଷ ପର୍ଯ୍ୟନ୍ତ ଟିକା ଦିଆଯିବ। ଏହି କାର୍ଯ୍ୟକ୍ରମରେ ସ୍ୱାସ୍ଥ୍ୟ କର୍ମୀ ଓ ଅଙ୍ଗନୱାଡ଼ି କର୍ମୀମାନେ ଘରକୁ ଘର ବୁଲି ସଚେତନ କରୁଛନ୍ତି। ଏଥିରେ ଜିଲା ସ୍ୱାସ୍ଥ୍ୟ ଅଧିକାରୀ, ବ୍ଲକ ଚିକିତ୍ସା ଅଧିକାରୀ ଓ ଅନ୍ୟ କର୍ମଚାରୀମାନେ ଉପସ୍ଥିତ ଥିଲେ। ଟିକାକରଣରୁ ବାଦ ପଡ଼ିଥିବା ଶିଶୁଙ୍କୁ ଚିହ୍ନଟ କରି ଟିକା ଦିଆଯାଉଛି। ଅଭିଯାନକୁ ସଫଳ କରିବା ପାଇଁ ସମସ୍ତଙ୍କ ସହଯୋଗ ଲୋଡ଼ାଯାଇଛି।: [684, 312, 938, 384]
keonjhar-table-b-cell: ୩: [230, 1318, 268, 1335]
keonjhar-table-b-caption: ପୁନର୍ବାସ ନିମିତ୍ତ ଚିହ୍ନଟ ଭୂମି ଅନୁସୂଚୀ: [249, 1277, 355, 1286]
optcl-address: EHT (O&M) Division, Chatrapur, At-Puti Gopalpur, Chatrapur, Dist-Ganjam (Odisha) Pincode-761020 CIN:U40102OR2004SGC007553: [475, 859, 697, 873]
sail-ref-no: No. PL-CRM/2294: [711, 987, 761, 993]
keonjhar-table-b-cell: ୧: [146, 1318, 196, 1335]
keonjhar-table-a-cell: ୬: [324, 1252, 408, 1269]
cmpdi-body: Offers are invited for CMPDI, RI -VII, Samantapuri, Near Gandhi Park, Bhubaneswar through e-Tendering (ON-LINE BIDDING) only : (1) Tender Notice No. CMPDI/RI-VII/BBSR/CIVIL/e-T/2019/E-403161 Dt. 25.11.2019. Name of work : Annual Maintenance Contract for housekeeping works of CMPDI Colony, Bhubaneswar. Work value : ₹ 9,12,751/-. (2) Tender Notice No. CMPDI/RI-VII/BBSR/CIVIL/e-T/2019/E-403157 Dt. 25.11.2019. Name of work : Annual Maintenance Contract for housekeeping works at CMPDI Office Building, Bhubaneswar. Work value : ₹ 11,75,758/-. Sale Period : 05.12.2019 to 20.12.2019 (For Sl. No. 1 & 2). The details of the tenders are available on following website www. cmpdi.co.in, www.eprocure.gov.in and https://coalindiatenders.nic.in. Important Note to all prospective bidders : For On-line Bidding, the bidders should possess Class III/III Digital Signature Certificate (DSC) and enroll themselves at https://coalindiatenders.nic.in. For any query, contact HOD (Civil), CMPDI, RI-VII, Bhubaneswar Mobile 9438881023, 9438881014 & Fax No. 0674 - 2394357.: [475, 641, 697, 777]
keonjhar-table-a-cell: ୭: [408, 1252, 458, 1269]
mission-caption: ଅଧିକାରୀମାନେ ଗଣ ଟିକାକରଣ କାର୍ଯ୍ୟକ୍ରମ ପାଇଁ ଯାଉଛନ୍ତି।: [684, 285, 850, 293]
lead-col3: ଜିଲାରେ ଯଥେଷ୍ଟ ସରକାରୀ ଜମି ଉପଲବ୍ଧ ଥିବା ବେଳେ ସ୍ଥାନ ଚିହ୍ନଟ ନହେବା ଦୁର୍ଭାଗ୍ୟଜନକ। ପ୍ରସ୍ତାବର ୫ ବର୍ଷ ପରେ ମଧ୍ୟ ପ୍ରକଳ୍ପ ଆରମ୍ଭ ହୋଇପାରିନି। ସରକାରୀ ସ୍ତରରେ ଶୀଘ୍ର ପଦକ୍ଷେପ ନିଆଯାଉ ବୋଲି ସଚେତନ ନାଗରିକ ଦାବି କରିଛନ୍ତି। ସ୍ଥାନୀୟ ବିଧାୟକ ମଧ୍ୟ ଏହି ପ୍ରସଙ୍ଗ ବିଧାନସଭାରେ ଉଠାଇଥିଲେ। ଜିଲାର ଶିକ୍ଷାବିତ୍ମାନେ ଏଥିପାଇଁ ଏକ କମିଟି ଗଠନ କରିଥିଲେ। ଚାଷୀ ସଂଗଠନ ମଧ୍ୟ ଆନ୍ଦୋଳନ କରିବାକୁ ଚେତାବନୀ ଦେଇଛି।: [410, 246, 536, 360]
sail-present-line: Sector-8,: [791, 1011, 815, 1017]
cmpdi-logo: cmpdi: [474, 585, 514, 607]
keonjhar-title: କେନ୍ଦୁଝର ଜିଲ୍ଲାପାଳଙ୍କ କାର୍ଯ୍ୟାଳୟ: [145, 1019, 459, 1041]
powergrid-sign: ବିଭାଗ (ଟେଲି-ବାଣିଜ୍ୟ): [868, 695, 935, 704]
science-col1: ବୁଗୁଡ଼ା ବ୍ଲକସ୍ତରୀୟ ବିଜ୍ଞାନ ମେଳା ଗଞ୍ଜାମରେ ବାଲିପଦର ଉଚ୍ଚ ବିଦ୍ୟାଳୟରେ ଅନୁଷ୍ଠିତ ହୋଇଯାଇଛି। ବିଭିନ୍ନ ଉଚ୍ଚ ବିଦ୍ୟାଳୟରୁ ଛାତ୍ରଛାତ୍ରୀମାନେ ଏଥିରେ ଅଂଶଗ୍ରହଣ କରିଥିଲେ। ମୁଖ୍ୟ ଅତିଥି ଭାବେ ଜିଲା ଶିକ୍ଷା ଅଧିକାରୀ ଯୋଗ ଦେଇଥିଲେ। ଉଦ୍‌ଘାଟନୀ ଉତ୍ସବରେ ବିଦ୍ୟାଳୟ ପ୍ରଧାନ ଶିକ୍ଷକ ଅଧ୍ୟକ୍ଷତା କରିଥିଲେ। ମେଳାରେ ମୋଟ ୧୮ଟି ପ୍ରକଳ୍ପ ପ୍ରଦର୍ଶିତ ହୋଇଥିଲା। ଛାତ୍ରଛାତ୍ରୀଙ୍କ ବୈଜ୍ଞାନିକ ଚିନ୍ତାଧାରା ବିକାଶ ପାଇଁ ଏହି ମେଳା ଆୟୋଜିତ। ପରିବେଶ ସୁରକ୍ଷା, ଜଳ ସଂରକ୍ଷଣ, ସୌରଶକ୍ତି ଓ କୃଷି ପ୍ରଯୁକ୍ତି ଉପରେ ଆଧାରିତ ମଡେଲ ଦର୍ଶକଙ୍କୁ ଆକର୍ଷିତ କରିଥିଲା। ବିଚାରକମଣ୍ଡଳୀ ଉତ୍କୃଷ୍ଟ ପ୍ରକଳ୍ପ ଚୟନ କରିଥିଲେ। ଶିକ୍ଷକ ଓ ଅଭିଭାବକମାନେ ମଧ୍ୟ ଉପସ୍ଥିତ ଥିଲେ। ଶେଷରେ ସଫଳ ପ୍ରତିଯୋଗୀଙ୍କୁ ପୁରସ୍କାର ପ୍ରଦାନ କରାଯାଇଥିଲା।: [8, 654, 158, 820]
keonjhar-table-a-cell: ୪: [262, 1252, 282, 1269]
cmpdi-address: Samantapuri, PO : RRL, Bhubaneswar - 751013 (Odisha): [536, 615, 680, 621]
bank-headline: ବ୍ୟାଙ୍କରେ ଲିଙ୍କ୍ ଫେଲ୍ : ଗ୍ରାହକ ନିରାଶ: [186, 431, 634, 462]
cmpdi-sign: HOD (Civil): [657, 799, 697, 808]
tahasil-date: ତାରିଖ: ୨୯।୧୧।୨୦୧୯: [875, 762, 935, 771]
nac-no: No. 1444: [475, 1081, 506, 1090]
tahasil-ref: 24078/11/0002/1920: [711, 920, 766, 926]
keonjhar-table-a-header-cell: ରକବା (ଏକର): [282, 1223, 324, 1252]
keonjhar-table-b-cell: ୨: [196, 1318, 230, 1335]
sail-table-cell: 31: [886, 1138, 893, 1145]
sail-table-row: [711, 1139, 935, 1146]
rscl-logo: ROURKELA SMART CITY: [551, 1249, 621, 1273]
powergrid-body: ପାୱାରଗ୍ରୀଡ ପକ୍ଷରୁ ଯୋଗ୍ୟ ବିଡ଼ରମାନଙ୍କଠାରୁ ଅନଲାଇନ ବିଡ଼ ଆହ୍ୱାନ କରାଯାଉଛି। ବିସ୍ତୃତ ବିବରଣୀ www.powergridindia.com ଏବଂ http://etender.powergrid.in ୱେବସାଇଟରେ ଉପଲବ୍ଧ। ବିଡ଼ ଦାଖଲର ଶେଷ ତାରିଖ ଓ ଅନ୍ୟାନ୍ୟ ତଥ୍ୟ ୱେବସାଇଟରୁ ଜାଣିପାରିବେ। ସଂଶୋଧନ ଯଦି କିଛି ଥାଏ ତାହା କେବଳ ୱେବସାଇଟରେ ପ୍ରକାଶିତ ହେବ।: [711, 631, 935, 664]
keonjhar-table-b-cell: ୪: [268, 1318, 294, 1335]
keonjhar-table-b-header-cell: ପ୍ଲଟ ନଂ: [230, 1289, 268, 1318]
sail-present-heading: Present Address: [791, 995, 834, 1001]
keonjhar-ref: 24045/14/0015/1920: [145, 1454, 201, 1460]
brief-label: ସଂକ୍ଷେପରେ: [8, 78, 136, 98]
tahasil-body: ଏତଦ୍ୱାରା ସର୍ବସାଧାରଣଙ୍କ ଅବଗତି ନିମନ୍ତେ ଜଣାଇ ଦିଆଯାଉଛି ଯେ, ଅନୁଗୋଳ ଜିଲା ଅଧୀନସ୍ଥ ବଣ୍ଟପାଳ ତହସିଲ ଅନ୍ତର୍ଗତ ନିମ୍ନଲିଖିତ ଲଘୁ ଖଣିଜ ଉତ୍ସକୁ ଲିଜ୍ ପ୍ରଦାନ ପାଇଁ ଅନଲାଇନ ନିଲାମ ଡକାଯାଉଛି। ଇଚ୍ଛୁକ ବ୍ୟକ୍ତିମାନେ ନିର୍ଦ୍ଧାରିତ ତାରିଖ ମଧ୍ୟରେ ଦରଖାସ୍ତ କରିପାରିବେ। ସବିଶେଷ ତଥ୍ୟ ତହସିଲ କାର୍ଯ୍ୟାଳୟ, ଜିଲାପାଳଙ୍କ କାର୍ଯ୍ୟାଳୟ ଏବଂ ୱେବସାଇଟ www.angul.nic.in ରେ ଉପଲବ୍ଧ ହୋଇପାରିବ।: [711, 806, 935, 849]
sail-to: To: [711, 995, 718, 1001]
keonjhar-table-c-cell: ୪୫: [204, 1375, 267, 1418]
